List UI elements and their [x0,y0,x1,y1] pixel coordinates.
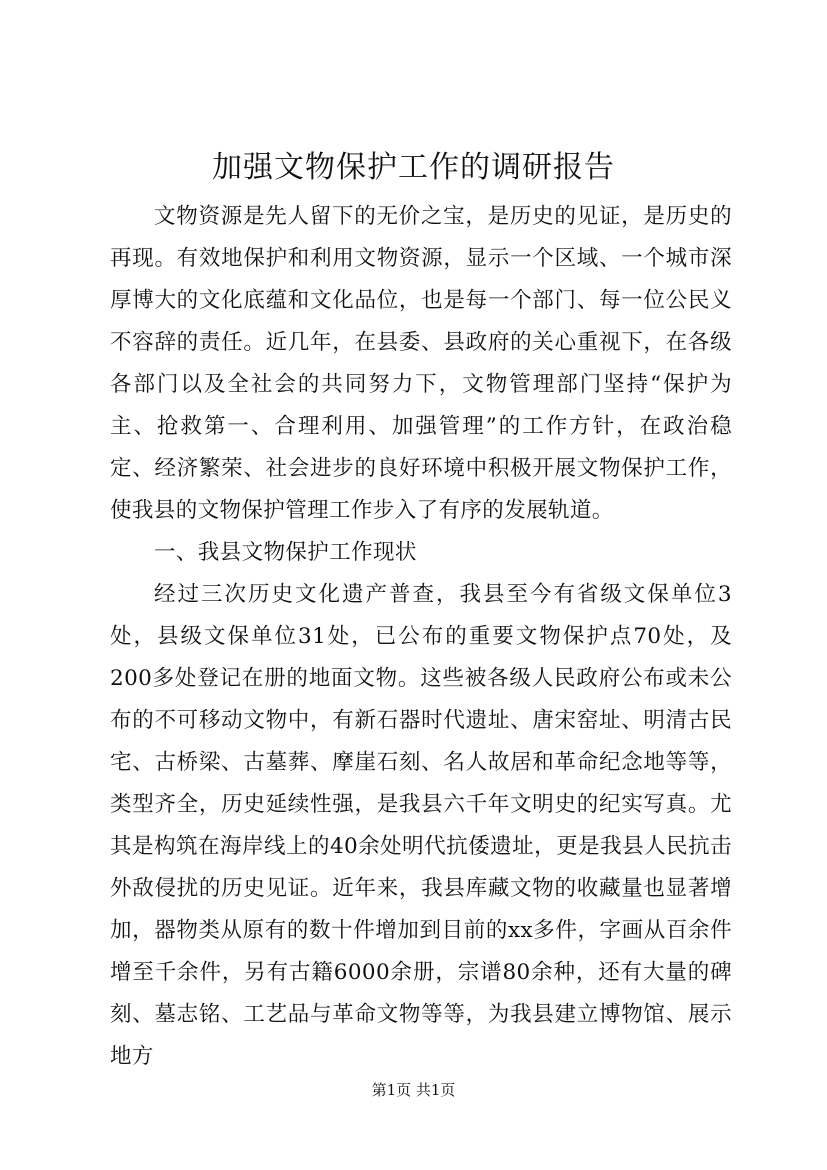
intro-paragraph: 文物资源是先人留下的无价之宝，是历史的见证，是历史的再现。有效地保护和利用文物资源，显示一个区域、一个城市深厚博大的文化底蕴和文化品位，也是每一个部门、每一位公民义不容辞的责任。近几年，在县委、县政府的关心重视下，在各级各部门以及全社会的共同努力下，文物管理部门坚持“保护为主、抢救第一、合理利用、加强管理”的工作方针，在政治稳定、经济繁荣、社会进步的良好环境中积极开展文物保护工作，使我县的文物保护管理工作步入了有序的发展轨道。 [110,204,732,523]
document-title: 加强文物保护工作的调研报告 [212,150,615,185]
section-paragraph: 经过三次历史文化遗产普查，我县至今有省级文保单位3处，县级文保单位31处，已公布的重要文物保护点70处，及200多处登记在册的地面文物。这些被各级人民政府公布或未公布的不可移动文物中，有新石器时代遗址、唐宋窑址、明清古民宅、古桥梁、古墓葬、摩崖石刻、名人故居和革命纪念地等等，类型齐全，历史延续性强，是我县六千年文明史的纪实写真。尤其是构筑在海岸线上的40余处明代抗倭遗址，更是我县人民抗击外敌侵扰的历史见证。近年来，我县库藏文物的收藏量也显著增加，器物类从原有的数十件增加到目前的xx多件，字画从百余件增至千余件，另有古籍6000余册，宗谱80余种，还有大量的碑刻、墓志铭、工艺品与革命文物等等，为我县建立博物馆、展示地方 [110,582,732,1069]
section-heading: 一、我县文物保护工作现状 [154,540,417,565]
page-footer: 第1页 共1页 [371,1081,456,1099]
document-body [110,196,732,1078]
